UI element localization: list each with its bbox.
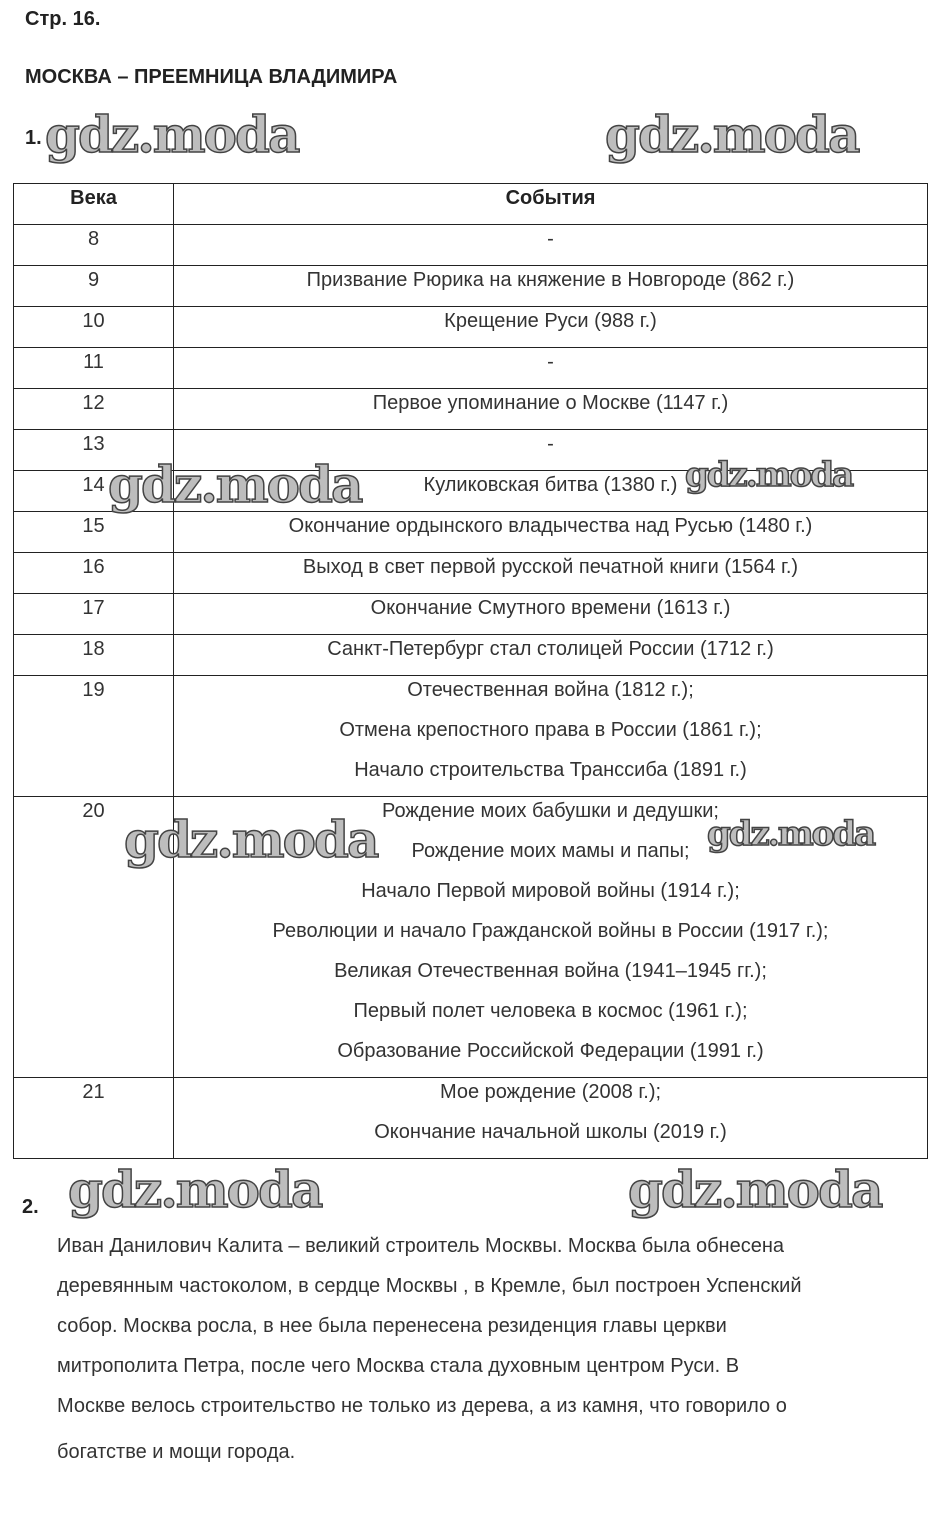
century-cell (14, 676, 174, 797)
event-text: Окончание начальной школы (2019 г.) (374, 1121, 727, 1143)
watermark-logo: gdz.moda (605, 105, 859, 164)
events-cell (174, 348, 928, 389)
event-text: Начало Первой мировой войны (1914 г.); (361, 880, 740, 902)
events-cell (174, 307, 928, 348)
century-value: 11 (83, 351, 104, 373)
table-row (14, 512, 928, 553)
table-row (14, 797, 928, 1078)
event-text: Мое рождение (2008 г.); (439, 1081, 662, 1103)
events-cell (174, 594, 928, 635)
event-text: Выход в свет первой русской печатной книги (1564 г.) (302, 556, 799, 578)
century-value: 15 (82, 515, 105, 537)
event-text: Революции и начало Гражданской войны в России (1917 г.); (272, 920, 829, 942)
table-row (14, 266, 928, 307)
event-text: Окончание ордынского владычества над Русью (1480 г.) (288, 515, 813, 537)
events-cell (174, 225, 928, 266)
event-text: Призвание Рюрика на княжение в Новгороде (862 г.) (306, 269, 795, 291)
task-2-number: 2. (22, 1196, 39, 1218)
table-row (14, 1078, 928, 1159)
century-value: 10 (82, 310, 105, 332)
task-1-number: 1. (25, 127, 42, 149)
century-cell (14, 389, 174, 430)
century-cell (14, 553, 174, 594)
answer-line: митрополита Петра, после чего Москва стала духовным центром Руси. В (57, 1355, 740, 1377)
watermark-logo: gdz.moda (707, 814, 875, 854)
watermark-logo: gdz.moda (45, 105, 299, 164)
century-cell (14, 225, 174, 266)
century-cell (14, 430, 174, 471)
answer-line: Иван Данилович Калита – великий строитель Москвы. Москва была обнесена (57, 1235, 784, 1257)
event-text: Санкт-Петербург стал столицей России (1712 г.) (327, 638, 774, 660)
century-cell (14, 1078, 174, 1159)
table-row (14, 348, 928, 389)
event-text: Первое упоминание о Москве (1147 г.) (372, 392, 729, 414)
page-title: МОСКВА – ПРЕЕМНИЦА ВЛАДИМИРА (25, 66, 398, 88)
century-cell (14, 471, 174, 512)
table-row (14, 430, 928, 471)
table-header-row (14, 184, 928, 225)
event-text: - (547, 433, 554, 455)
century-cell (14, 266, 174, 307)
watermark-logo: gdz.moda (628, 1160, 882, 1219)
events-cell (174, 635, 928, 676)
watermark-logo: gdz.moda (68, 1160, 322, 1219)
task-2-answer (57, 1230, 802, 1476)
watermark-logo: gdz.moda (124, 810, 378, 869)
century-value: 16 (82, 556, 105, 578)
watermark-logo: gdz.moda (108, 455, 362, 514)
events-cell (174, 553, 928, 594)
century-cell (14, 635, 174, 676)
events-cell (174, 797, 928, 1078)
event-text: Рождение моих бабушки и дедушки; (382, 800, 719, 822)
event-text: Начало строительства Транссиба (1891 г.) (354, 759, 747, 781)
century-cell (14, 512, 174, 553)
century-value: 13 (82, 433, 105, 455)
table-row (14, 635, 928, 676)
header-centuries: Века (14, 184, 174, 225)
events-cell (174, 471, 928, 512)
event-text: Великая Отечественная война (1941–1945 гг.); (334, 960, 767, 982)
century-value: 19 (82, 679, 105, 701)
century-value: 8 (87, 228, 100, 250)
century-value: 14 (82, 474, 105, 496)
answer-line: деревянным частоколом, в сердце Москвы , в Кремле, был построен Успенский (57, 1275, 802, 1297)
event-text: - (547, 228, 554, 250)
century-value: 9 (87, 269, 100, 291)
table-row (14, 225, 928, 266)
answer-line: собор. Москва росла, в нее была перенесена резиденция главы церкви (57, 1315, 727, 1337)
century-value: 12 (82, 392, 105, 414)
event-text: Отмена крепостного права в России (1861 г.); (339, 719, 762, 741)
events-cell (174, 512, 928, 553)
answer-line: Москве велось строительство не только из дерева, а из камня, что говорило о (57, 1395, 787, 1417)
table-row (14, 676, 928, 797)
table-row (14, 471, 928, 512)
century-cell (14, 348, 174, 389)
answer-line: богатстве и мощи города. (57, 1441, 296, 1463)
table-row (14, 307, 928, 348)
table-row (14, 594, 928, 635)
century-value: 17 (82, 597, 105, 619)
century-cell (14, 594, 174, 635)
events-cell (174, 1078, 928, 1159)
events-cell (174, 266, 928, 307)
events-cell (174, 389, 928, 430)
century-cell (14, 307, 174, 348)
history-table (13, 183, 928, 1159)
event-text: Первый полет человека в космос (1961 г.); (353, 1000, 748, 1022)
event-text: Окончание Смутного времени (1613 г.) (370, 597, 731, 619)
century-value: 21 (82, 1081, 105, 1103)
century-cell (14, 797, 174, 1078)
event-text: Рождение моих мамы и папы; (411, 840, 690, 862)
century-value: 18 (82, 638, 105, 660)
century-value: 20 (82, 800, 105, 822)
event-text: Куликовская битва (1380 г.) (423, 474, 678, 496)
event-text: Отечественная война (1812 г.); (407, 679, 694, 701)
page-label: Стр. 16. (25, 8, 101, 30)
event-text: Образование Российской Федерации (1991 г.) (337, 1040, 764, 1062)
event-text: Крещение Руси (988 г.) (444, 310, 657, 332)
table-row (14, 389, 928, 430)
table-row (14, 553, 928, 594)
watermark-logo: gdz.moda (685, 455, 853, 495)
events-cell (174, 430, 928, 471)
event-text: - (547, 351, 554, 373)
events-cell (174, 676, 928, 797)
header-events: События (174, 184, 928, 225)
